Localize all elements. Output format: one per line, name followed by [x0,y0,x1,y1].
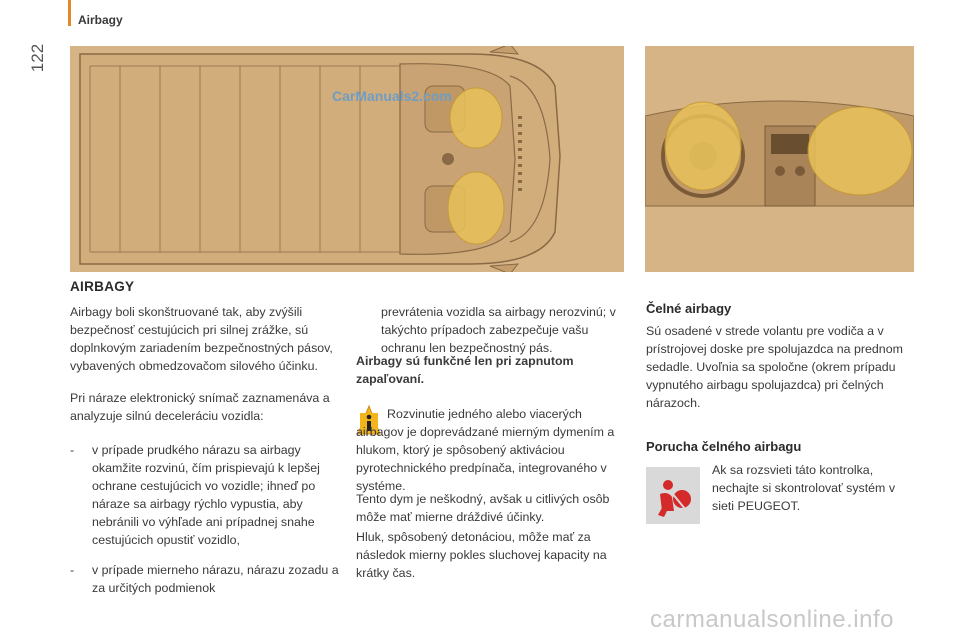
watermark-text-top: CarManuals2.com [332,88,452,104]
frontal-airbags-paragraph: Sú osadené v strede volantu pre vodiča a v prístrojovej doske pre spolujazdca na prednom sedadle. Uvoľnia sa spoločne (okrem prípadu vypnutého airbagu spolujazdca) pri čelných nárazoch. [646,324,903,410]
noise-paragraph: Hluk, spôsobený detonáciou, môže mať za následok mierny pokles sluchovej kapacity na krátky čas. [356,530,607,580]
dashboard-illustration [645,46,914,272]
continuation-paragraph: prevrátenia vozidla sa airbagy nerozvinú; v takýchto prípadoch zabezpečuje vašu ochranu len bezpečnostný pás. [381,305,616,355]
page-number: 122 [28,43,47,73]
bold-note: Airbagy sú funkčné len pri zapnutom zapaľovaní. [356,354,574,386]
van-top-view-illustration [70,46,624,272]
airbag-fault-paragraph: Ak sa rozsvieti táto kontrolka, nechajte si skontrolovať systém v sieti PEUGEOT. [712,463,896,513]
list-item-text: v prípade mierneho nárazu, nárazu zozadu a za určitých podmienok [92,563,339,595]
footer-watermark: carmanualsonline.info [650,606,894,633]
airbag-warning-light-icon [646,467,700,524]
header-accent-bar [68,0,71,26]
sensor-paragraph: Pri náraze elektronický snímač zaznamenáva a analyzuje silnú deceleráciu vozidla: [70,391,330,423]
intro-paragraph: Airbagy boli skonštruované tak, aby zvýšili bezpečnosť cestujúcich pri silnej zrážke, sú doplnkovým zariadením bezpečnostných pásov, vybavených obmedzovačom silového účinku. [70,305,333,373]
section-heading: AIRBAGY [70,279,135,294]
frontal-airbags-heading: Čelné airbagy [646,301,732,316]
info-paragraph: Rozvinutie jedného alebo viacerých airbagov je doprevádzané mierným dymením a hlukom, ktorý je spôsobený aktiváciou pyrotechnického predpínača, integrovaného v systéme. [356,407,615,493]
dashboard-drawing [645,46,914,272]
header-title: Airbagy [78,13,123,27]
airbag-fault-heading: Porucha čelného airbagu [646,439,802,454]
list-item-text: v prípade prudkého nárazu sa airbagy okamžite rozvinú, čím prispievajú k lepšej ochrane cestujúcich vo vozidle; ihneď po náraze sa airbagy rýchlo vypustia, aby nebránili vo výhľade ani prípadnej snahe cestujúcich opustiť vozidlo, [92,443,320,547]
list-dash: - [70,443,75,457]
van-top-view-drawing [70,46,624,272]
list-dash: - [70,563,75,577]
smoke-paragraph: Tento dym je neškodný, avšak u citlivých osôb môže mať mierne dráždivé účinky. [356,492,610,524]
